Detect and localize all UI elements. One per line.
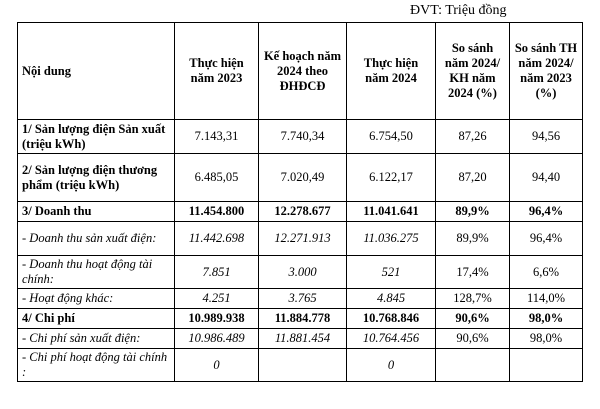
- row-label: 2/ Sản lượng điện thương phẩm (triệu kWh): [18, 154, 175, 202]
- cell-plan-2024: 11.884.778: [259, 309, 347, 329]
- cell-actual-2023: 11.454.800: [175, 202, 259, 222]
- table-row: [18, 329, 583, 349]
- cell-vs-actual: 94,56: [510, 120, 583, 154]
- cell-plan-2024: 12.271.913: [259, 222, 347, 256]
- row-label: 4/ Chi phí: [18, 309, 175, 329]
- cell-vs-actual: 94,40: [510, 154, 583, 202]
- cell-plan-2024: 7.740,34: [259, 120, 347, 154]
- cell-plan-2024: 12.278.677: [259, 202, 347, 222]
- cell-actual-2024: 6.122,17: [347, 154, 436, 202]
- cell-plan-2024: 7.020,49: [259, 154, 347, 202]
- cell-vs-actual: 114,0%: [510, 289, 583, 309]
- cell-vs-plan: 90,6%: [436, 309, 510, 329]
- cell-vs-actual: 98,0%: [510, 309, 583, 329]
- row-label: 3/ Doanh thu: [18, 202, 175, 222]
- cell-plan-2024: 3.765: [259, 289, 347, 309]
- cell-actual-2023: 0: [175, 349, 259, 382]
- row-label: - Doanh thu hoạt động tài chính:: [18, 256, 175, 289]
- cell-actual-2023: 7.851: [175, 256, 259, 289]
- cell-vs-actual: [510, 349, 583, 382]
- cell-vs-plan: 17,4%: [436, 256, 510, 289]
- cell-vs-plan: [436, 349, 510, 382]
- cell-vs-actual: 96,4%: [510, 222, 583, 256]
- unit-note: ĐVT: Triệu đồng: [410, 3, 507, 18]
- cell-vs-plan: 87,26: [436, 120, 510, 154]
- cell-actual-2024: 11.036.275: [347, 222, 436, 256]
- cell-actual-2024: 6.754,50: [347, 120, 436, 154]
- table-row: [18, 289, 583, 309]
- header-plan-2024: Kế hoạch năm 2024 theo ĐHĐCĐ: [259, 23, 347, 120]
- table-row: [18, 349, 583, 382]
- cell-actual-2024: 10.768.846: [347, 309, 436, 329]
- cell-plan-2024: 11.881.454: [259, 329, 347, 349]
- cell-actual-2024: 11.041.641: [347, 202, 436, 222]
- header-vs-plan: So sánh năm 2024/ KH năm 2024 (%): [436, 23, 510, 120]
- table-row: [18, 202, 583, 222]
- table-row: [18, 154, 583, 202]
- cell-vs-actual: 96,4%: [510, 202, 583, 222]
- results-table: [17, 22, 583, 382]
- cell-plan-2024: 3.000: [259, 256, 347, 289]
- table-row: [18, 120, 583, 154]
- cell-vs-plan: 87,20: [436, 154, 510, 202]
- cell-actual-2024: 521: [347, 256, 436, 289]
- header-vs-actual: So sánh TH năm 2024/ năm 2023 (%): [510, 23, 583, 120]
- cell-vs-actual: 98,0%: [510, 329, 583, 349]
- cell-vs-actual: 6,6%: [510, 256, 583, 289]
- cell-actual-2023: 10.986.489: [175, 329, 259, 349]
- cell-actual-2023: 11.442.698: [175, 222, 259, 256]
- table-row: [18, 256, 583, 289]
- table-row: [18, 309, 583, 329]
- row-label: - Hoạt động khác:: [18, 289, 175, 309]
- row-label: - Chi phí sản xuất điện:: [18, 329, 175, 349]
- cell-actual-2023: 10.989.938: [175, 309, 259, 329]
- cell-plan-2024: [259, 349, 347, 382]
- row-label: - Chi phí hoạt động tài chính :: [18, 349, 175, 382]
- cell-actual-2023: 6.485,05: [175, 154, 259, 202]
- header-row: [18, 23, 583, 120]
- table-row: [18, 222, 583, 256]
- cell-vs-plan: 89,9%: [436, 222, 510, 256]
- cell-actual-2024: 0: [347, 349, 436, 382]
- row-label: - Doanh thu sản xuất điện:: [18, 222, 175, 256]
- cell-vs-plan: 89,9%: [436, 202, 510, 222]
- cell-actual-2024: 10.764.456: [347, 329, 436, 349]
- cell-actual-2023: 4.251: [175, 289, 259, 309]
- header-content: Nội dung: [18, 23, 175, 120]
- cell-actual-2024: 4.845: [347, 289, 436, 309]
- cell-vs-plan: 90,6%: [436, 329, 510, 349]
- header-actual-2023: Thực hiện năm 2023: [175, 23, 259, 120]
- cell-actual-2023: 7.143,31: [175, 120, 259, 154]
- cell-vs-plan: 128,7%: [436, 289, 510, 309]
- header-actual-2024: Thực hiện năm 2024: [347, 23, 436, 120]
- row-label: 1/ Sản lượng điện Sản xuất (triệu kWh): [18, 120, 175, 154]
